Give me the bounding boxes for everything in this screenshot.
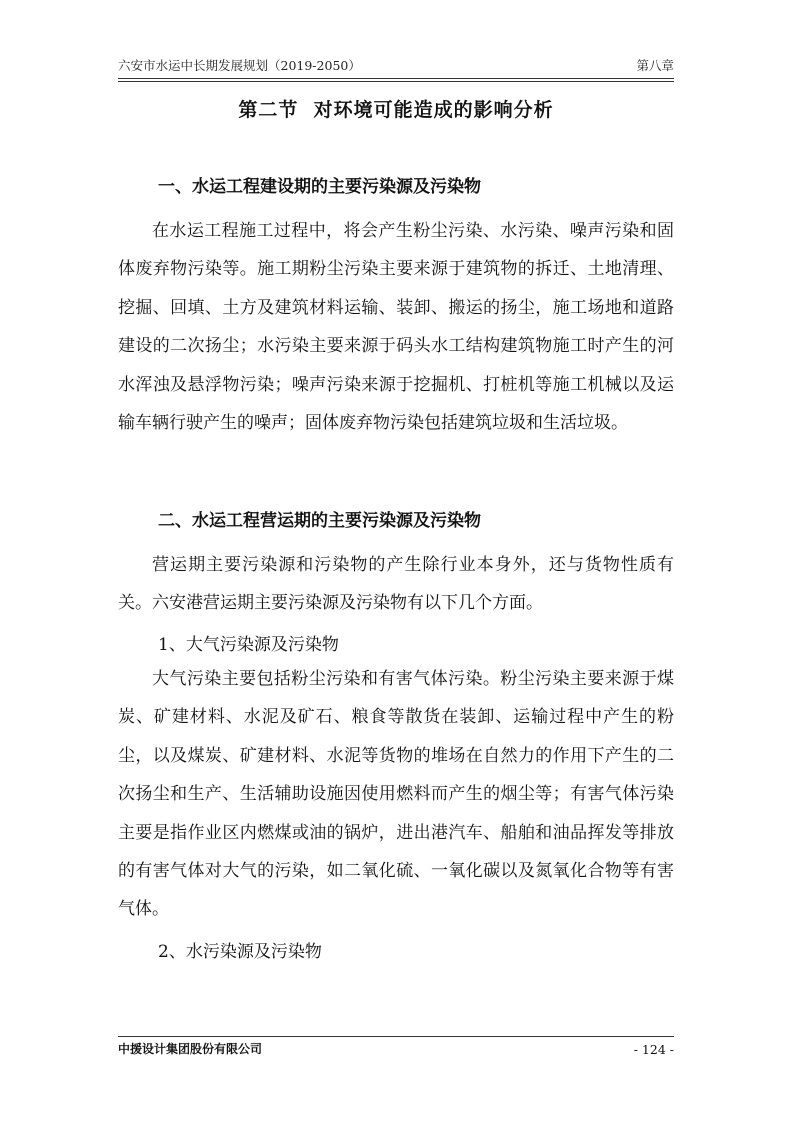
section-title: 第二节 对环境可能造成的影响分析 xyxy=(238,99,554,121)
item1-title: 1、大气污染源及污染物 xyxy=(158,635,339,655)
footer-divider xyxy=(118,1036,674,1037)
part2-intro: 营运期主要污染源和污染物的产生除行业本身外，还与货物性质有关。六安港营运期主要污染源及污染物有以下几个方面。 xyxy=(118,555,674,614)
part1-paragraph: 在水运工程施工过程中，将会产生粉尘污染、水污染、噪声污染和固体废弃物污染等。施工期粉尘污染主要来源于建筑物的拆迁、土地清理、挖掘、回填、土方及建筑材料运输、装卸、搬运的扬尘，施工场地和道路建设的二次扬尘；水污染主要来源于码头水工结构建筑物施工时产生的河水浑浊及悬浮物污染；噪声污染来源于挖掘机、打桩机等施工机械以及运输车辆行驶产生的噪声；固体废弃物污染包括建筑垃圾和生活垃圾。 xyxy=(118,221,674,434)
header-divider xyxy=(118,78,674,82)
company-name: 中援设计集团股份有限公司 xyxy=(118,1042,263,1056)
item1-paragraph: 大气污染主要包括粉尘污染和有害气体污染。粉尘污染主要来源于煤炭、矿建材料、水泥及矿石、粮食等散货在装卸、运输过程中产生的粉尘，以及煤炭、矿建材料、水泥等货物的堆场在自然力的作用下产生的二次扬尘和生产、生活辅助设施因使用燃料而产生的烟尘等；有害气体污染主要是指作业区内燃煤或油的锅炉，进出港汽车、船舶和油品挥发等排放的有害气体对大气的污染，如二氧化硫、一氧化碳以及氮氧化合物等有害气体。 xyxy=(118,669,674,920)
part2-heading: 二、水运工程营运期的主要污染源及污染物 xyxy=(158,511,481,531)
page-number: - 124 - xyxy=(633,1042,674,1057)
document-title: 六安市水运中长期发展规划（2019-2050） xyxy=(118,58,361,73)
item2-title: 2、水污染源及污染物 xyxy=(158,942,322,962)
chapter-label: 第八章 xyxy=(636,58,674,73)
part1-heading: 一、水运工程建设期的主要污染源及污染物 xyxy=(158,177,481,197)
